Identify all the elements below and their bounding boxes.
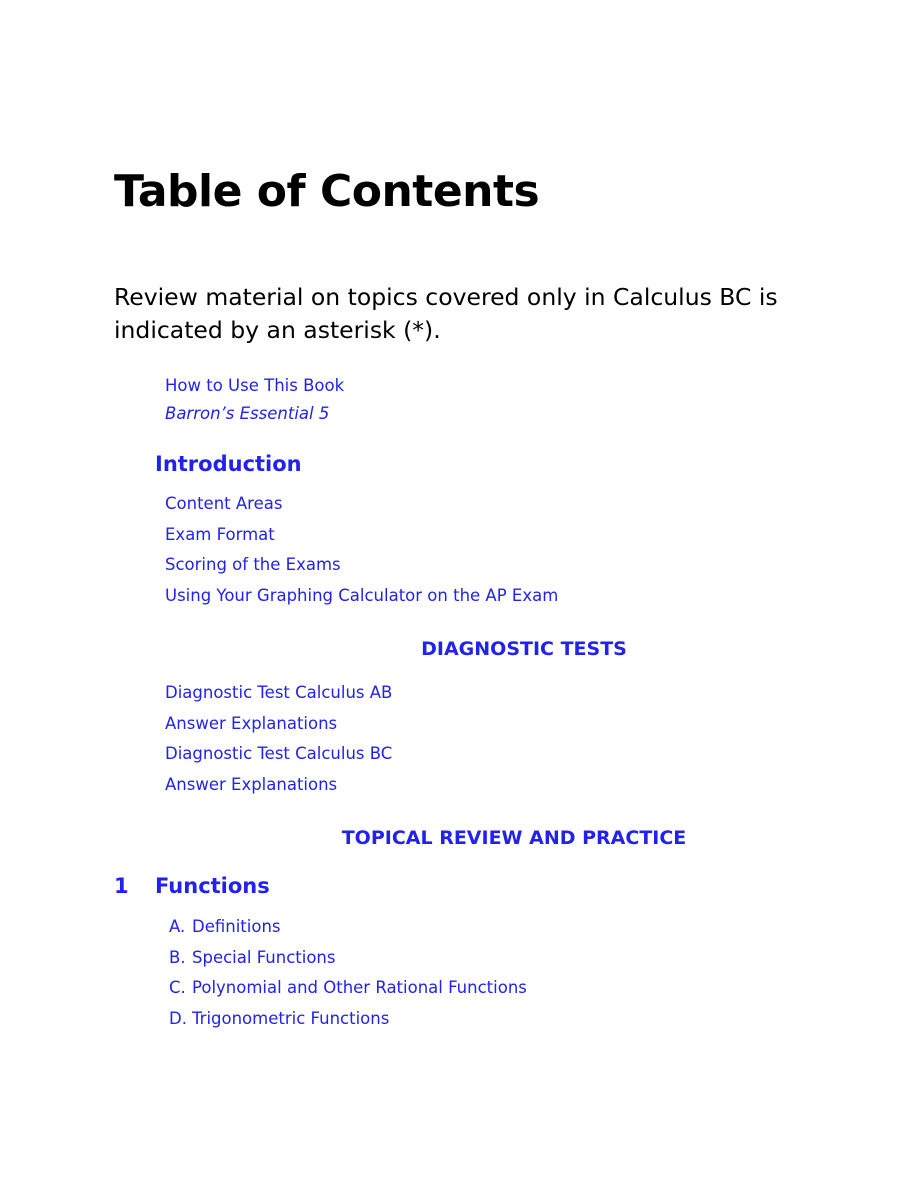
entry-text: Special Functions [192,947,336,967]
chapter-number: 1 [114,874,129,898]
entry-letter: A. [169,917,186,936]
toc-link-exam-format[interactable]: Exam Format [165,524,275,544]
toc-link-how-to-use-this-book[interactable]: How to Use This Book [165,376,345,395]
page-title: Table of Contents [114,166,540,217]
intro-paragraph: Review material on topics covered only in Calculus BC is indicated by an asterisk (*). [114,283,778,345]
table-of-contents [114,378,814,1041]
toc-link-scoring-of-the-exams[interactable]: Scoring of the Exams [165,555,341,574]
toc-link-diagnostic-test-calculus-bc[interactable]: Diagnostic Test Calculus BC [165,744,393,763]
toc-link-answer-explanations-bc[interactable]: Answer Explanations [165,774,338,794]
chapter-title: Functions [155,874,270,898]
toc-entry-special-functions[interactable] [114,947,814,967]
toc-link-barrons-essential-5[interactable]: Barron’s Essential 5 [165,403,330,423]
entry-text: Polynomial and Other Rational Functions [192,978,527,997]
toc-entry-polynomial-and-other-rational-functions[interactable] [114,980,814,997]
toc-entry-trigonometric-functions[interactable] [114,1008,814,1028]
entry-letter: D. [169,1008,187,1028]
toc-link-content-areas[interactable]: Content Areas [165,494,283,513]
entry-letter: C. [169,978,186,997]
toc-heading-diagnostic-tests: DIAGNOSTIC TESTS [421,638,627,660]
toc-link-diagnostic-test-calculus-ab[interactable]: Diagnostic Test Calculus AB [165,683,393,702]
toc-entry-definitions[interactable] [114,919,814,936]
entry-text: Definitions [192,917,281,936]
toc-link-using-your-graphing-calculator[interactable]: Using Your Graphing Calculator on the AP Exam [165,585,559,605]
toc-link-answer-explanations-ab[interactable]: Answer Explanations [165,713,338,733]
toc-heading-introduction[interactable]: Introduction [155,452,302,476]
toc-heading-topical-review-and-practice: TOPICAL REVIEW AND PRACTICE [341,827,687,849]
toc-chapter-1[interactable] [114,876,814,897]
entry-letter: B. [169,947,186,967]
entry-text: Trigonometric Functions [192,1008,390,1028]
